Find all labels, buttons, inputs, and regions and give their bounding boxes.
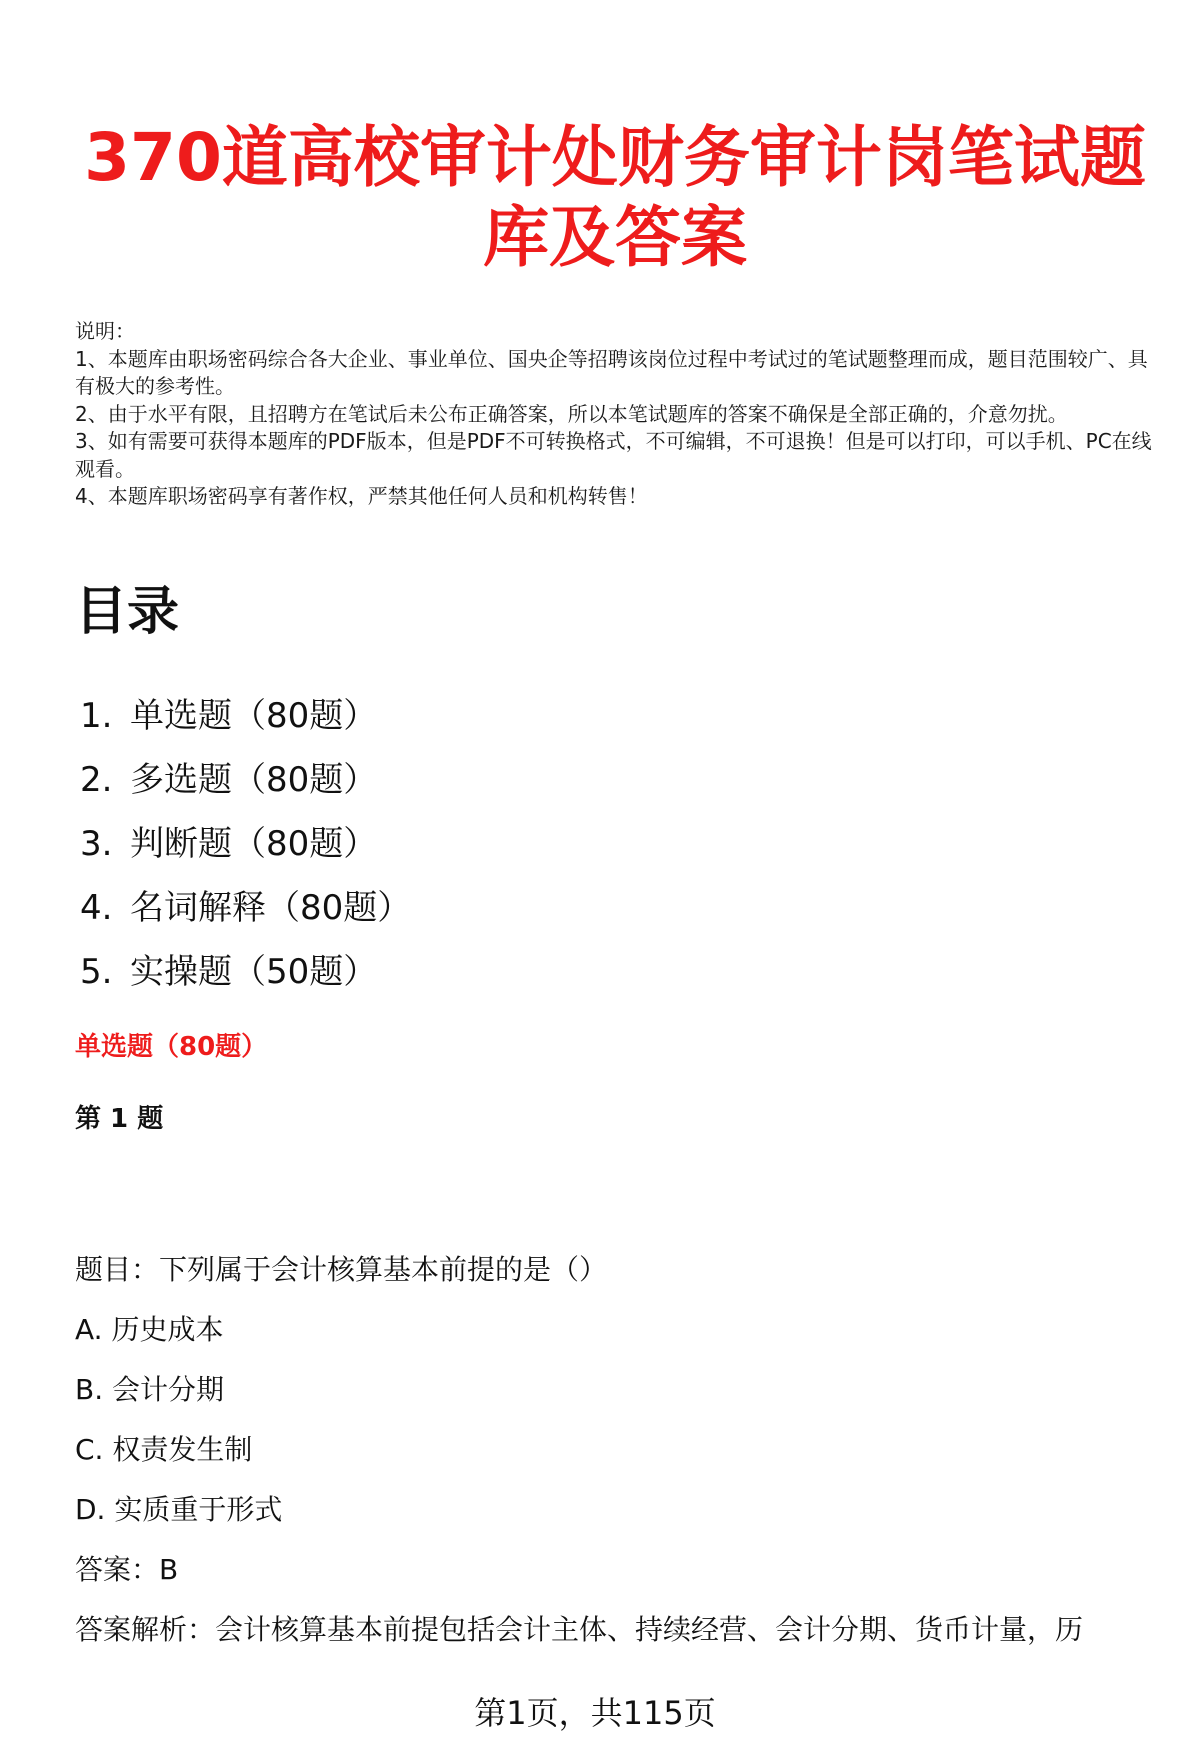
- question-number: 第 1 题: [75, 1104, 164, 1134]
- toc-item-label: 名词解释（80题）: [130, 888, 412, 928]
- notes-block: [75, 318, 1155, 511]
- note-item: 1、本题库由职场密码综合各大企业、事业单位、国央企等招聘该岗位过程中考试过的笔试题整理而成，题目范围较广、具有极大的参考性。: [75, 346, 1148, 398]
- question-option: D. 实质重于形式: [75, 1493, 283, 1526]
- question-option: C. 权责发生制: [75, 1433, 253, 1466]
- toc-item-number: 3.: [80, 824, 113, 864]
- toc-item[interactable]: [80, 812, 411, 876]
- note-item: 3、如有需要可获得本题库的PDF版本，但是PDF不可转换格式，不可编辑，不可退换！但是可以打印，可以手机、PC在线观看。: [75, 429, 1152, 481]
- question-option: B. 会计分期: [75, 1373, 225, 1406]
- toc-item[interactable]: [80, 876, 411, 940]
- toc-item-number: 1.: [80, 696, 113, 736]
- document-title: 370道高校审计处财务审计岗笔试题库及答案: [84, 119, 1146, 276]
- note-item: 2、由于水平有限，且招聘方在笔试后未公布正确答案，所以本笔试题库的答案不确保是全部正确的，介意勿扰。: [75, 401, 1068, 426]
- table-of-contents: [80, 684, 411, 1004]
- toc-item[interactable]: [80, 748, 411, 812]
- toc-item-label: 单选题（80题）: [130, 696, 378, 736]
- toc-item[interactable]: [80, 940, 411, 1004]
- section-heading: 单选题（80题）: [75, 1032, 268, 1062]
- toc-item-label: 判断题（80题）: [130, 824, 378, 864]
- note-item: 4、本题库职场密码享有著作权，严禁其他任何人员和机构转售！: [75, 484, 648, 508]
- toc-item-label: 多选题（80题）: [130, 760, 378, 800]
- toc-item-number: 2.: [80, 760, 113, 800]
- toc-item-number: 5.: [80, 952, 113, 992]
- page-footer: 第1页，共115页: [474, 1694, 716, 1732]
- question-explanation: 答案解析：会计核算基本前提包括会计主体、持续经营、会计分期、货币计量，历: [75, 1613, 1084, 1646]
- toc-item-number: 4.: [80, 888, 113, 928]
- question-option: A. 历史成本: [75, 1313, 224, 1346]
- notes-heading: 说明：: [75, 319, 135, 343]
- question-stem: 题目：下列属于会计核算基本前提的是（）: [75, 1253, 608, 1286]
- toc-item[interactable]: [80, 684, 411, 748]
- question-block: [75, 1240, 1165, 1660]
- toc-item-label: 实操题（50题）: [130, 952, 378, 992]
- question-answer: 答案：B: [75, 1553, 179, 1586]
- toc-heading: 目录: [75, 582, 180, 642]
